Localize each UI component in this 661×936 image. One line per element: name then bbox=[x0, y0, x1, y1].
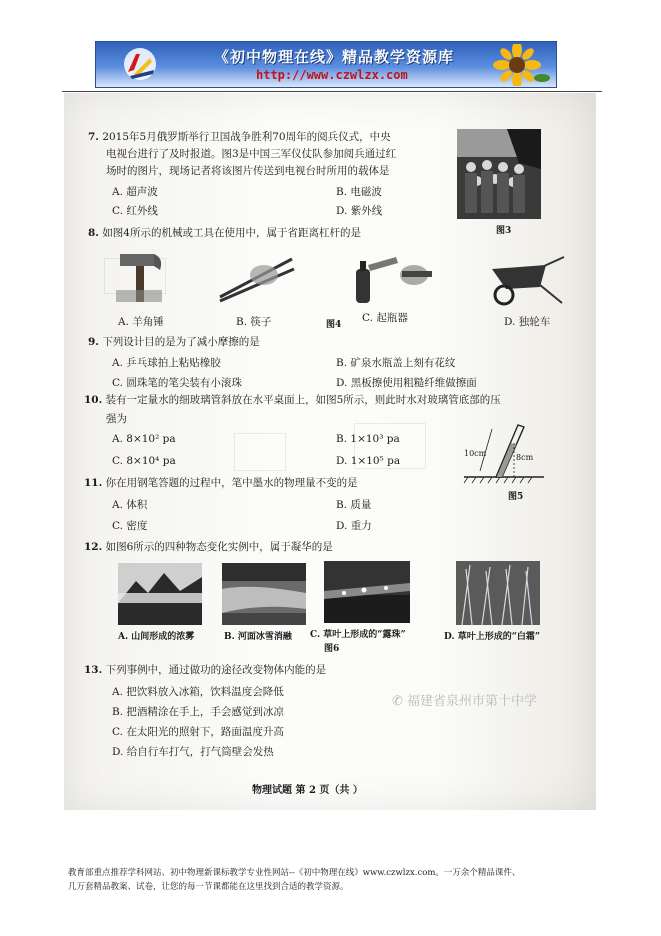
fig6-caption: 图6 bbox=[324, 644, 340, 654]
site-banner bbox=[95, 41, 557, 88]
q10-option-c: C. 8×10⁴ pa bbox=[112, 455, 176, 467]
banner-title: 《初中物理在线》精品教学资源库 bbox=[214, 48, 455, 66]
q9-option-d: D. 黑板擦使用粗糙纤维做擦面 bbox=[336, 377, 477, 389]
q8-option-d: D. 独轮车 bbox=[504, 316, 551, 328]
q9-option-b: B. 矿泉水瓶盖上刻有花纹 bbox=[336, 357, 456, 369]
banner-url[interactable]: http://www.czwlzx.com bbox=[256, 68, 408, 82]
q9-stem: 9. 下列设计目的是为了减小摩擦的是 bbox=[88, 336, 260, 348]
fig3-caption: 图3 bbox=[496, 226, 512, 236]
q7-line3: 场时的图片，现场记者将该图片传送到电视台时所用的载体是 bbox=[106, 165, 390, 177]
q7-option-b: B. 电磁波 bbox=[336, 186, 382, 198]
q13-option-b: B. 把酒精涂在手上，手会感觉到冰凉 bbox=[112, 706, 284, 718]
q8-option-c: C. 起瓶器 bbox=[362, 312, 408, 324]
q11-option-b: B. 质量 bbox=[336, 499, 372, 511]
q7-line2: 电视台进行了及时报道。图3是中国三军仪仗队参加阅兵通过红 bbox=[106, 148, 397, 160]
bottom-promo-line2: 几万套精品教案、试卷，让您的每一节课都能在这里找到合适的教学资源。 bbox=[68, 882, 349, 892]
q12-option-c: C. 草叶上形成的“露珠” bbox=[310, 630, 406, 640]
dewdrops-on-grass-photo bbox=[324, 561, 410, 623]
fig5-caption: 图5 bbox=[508, 492, 524, 502]
q11-option-c: C. 密度 bbox=[112, 520, 148, 532]
q7-option-a: A. 超声波 bbox=[112, 186, 158, 198]
q8-stem: 8. 如图4所示的机械或工具在使用中，属于省距离杠杆的是 bbox=[88, 227, 361, 239]
q7-option-d: D. 紫外线 bbox=[336, 205, 383, 217]
bleed-through-mark bbox=[234, 433, 286, 471]
q12-option-b: B. 河面冰雪消融 bbox=[224, 632, 292, 642]
q10-option-b: B. 1×10³ pa bbox=[336, 433, 400, 445]
q10-line2: 强为 bbox=[106, 413, 127, 425]
bottle-opener-icon bbox=[352, 255, 434, 305]
q12-stem: 12. 如图6所示的四种物态变化实例中，属于凝华的是 bbox=[84, 541, 333, 553]
parade-photo-figure bbox=[457, 129, 541, 219]
watermark bbox=[392, 690, 537, 709]
q10-line1: 10. 装有一定量水的细玻璃管斜放在水平桌面上，如图5所示，则此时水对玻璃管底部的压 bbox=[84, 394, 501, 406]
q8-option-b: B. 筷子 bbox=[236, 316, 272, 328]
wechat-icon: ✆ bbox=[392, 694, 403, 709]
q8-option-a: A. 羊角锤 bbox=[118, 316, 164, 328]
site-logo-icon bbox=[120, 46, 160, 82]
chopsticks-icon bbox=[216, 253, 296, 303]
q10-option-a: A. 8×10² pa bbox=[112, 433, 176, 445]
fig5-label-8cm: 8cm bbox=[516, 453, 534, 462]
q13-option-c: C. 在太阳光的照射下，路面温度升高 bbox=[112, 726, 284, 738]
q13-option-a: A. 把饮料放入冰箱，饮料温度会降低 bbox=[112, 686, 284, 698]
q9-option-a: A. 乒乓球拍上粘贴橡胶 bbox=[112, 357, 221, 369]
sunflower-icon bbox=[484, 44, 550, 86]
bottom-promo-line1: 教育部重点推荐学科网站、初中物理新课标教学专业性网站--《初中物理在线》www.czwlzx.com。一万余个精品课件、 bbox=[68, 868, 521, 878]
fig4-caption: 图4 bbox=[326, 320, 342, 330]
frost-on-grass-photo bbox=[456, 561, 540, 625]
page-footer: 物理试题 第 2 页（共 ） bbox=[252, 785, 363, 796]
q9-option-c: C. 圆珠笔的笔尖装有小滚珠 bbox=[112, 377, 242, 389]
q7-option-c: C. 红外线 bbox=[112, 205, 158, 217]
q13-stem: 13. 下列事例中，通过做功的途径改变物体内能的是 bbox=[84, 664, 327, 676]
fig5-label-10cm: 10cm bbox=[464, 449, 487, 458]
q12-option-a: A. 山间形成的浓雾 bbox=[118, 632, 195, 642]
q13-option-d: D. 给自行车打气，打气筒壁会发热 bbox=[112, 746, 274, 758]
river-ice-melting-photo bbox=[222, 563, 306, 625]
q7-line1: 7. 2015年5月俄罗斯举行卫国战争胜利70周年的阅兵仪式，中央 bbox=[88, 131, 391, 143]
header-rule bbox=[62, 91, 602, 92]
watermark-text: 福建省泉州市第十中学 bbox=[407, 694, 538, 709]
q10-option-d: D. 1×10⁵ pa bbox=[336, 455, 401, 467]
q12-option-d: D. 草叶上形成的“白霜” bbox=[444, 632, 541, 642]
claw-hammer-icon bbox=[114, 250, 166, 304]
q11-stem: 11. 你在用钢笔答题的过程中，笔中墨水的物理量不变的是 bbox=[84, 477, 358, 489]
q11-option-d: D. 重力 bbox=[336, 520, 372, 532]
mountain-fog-photo bbox=[118, 563, 202, 625]
wheelbarrow-icon bbox=[482, 255, 566, 307]
q11-option-a: A. 体积 bbox=[112, 499, 148, 511]
